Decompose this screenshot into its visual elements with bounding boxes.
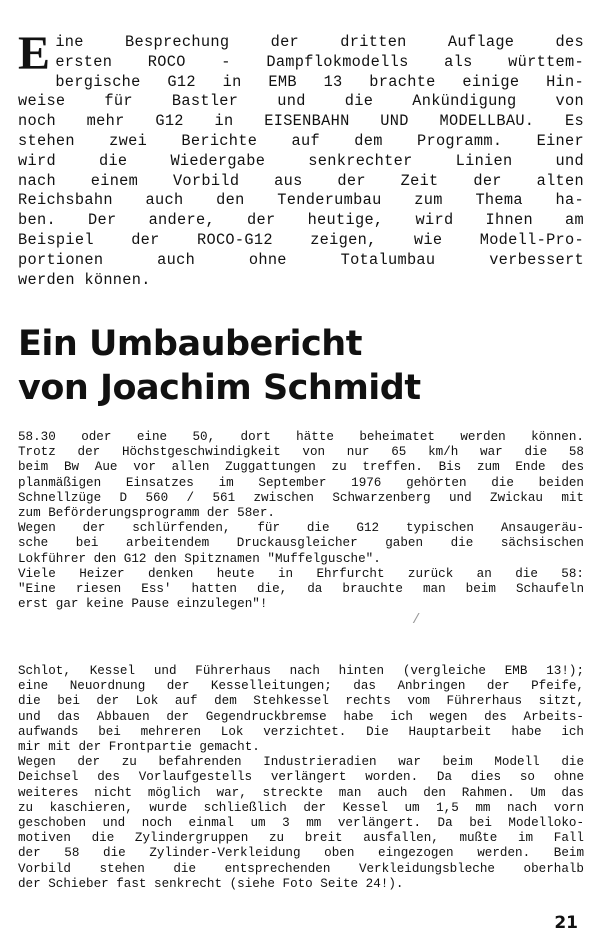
intro-line: bergische G12 in EMB 13 brachte einige Hin- — [55, 72, 584, 91]
text-line: eine Neuordnung der Kesselleitungen; das Anbringen der Pfeife, — [18, 679, 584, 694]
page-number: 21 — [554, 913, 578, 933]
text-line: Viele Heizer denken heute in Ehrfurcht zurück an die 58: — [18, 566, 584, 581]
text-line: Vorbild stehen die entsprechenden Verkleidungsbleche oberhalb — [18, 861, 584, 876]
intro-line: werden können. — [18, 270, 151, 289]
text-line: Trotz der Höchstgeschwindigkeit von nur 65 km/h war die 58 — [18, 445, 584, 460]
text-line: sche bei arbeitendem Druckausgleicher gaben die sächsischen — [18, 536, 584, 551]
text-line: Deichsel des Vorlaufgestells verlängert worden. Da dies so ohne — [18, 770, 584, 785]
text-line: beim Bw Aue vor allen Zuggattungen zu treffen. Bis zum Ende des — [18, 460, 584, 475]
text-line: aufwands bei mehreren Lok verzichtet. Die Hauptarbeit habe ich — [18, 724, 584, 739]
text-line: 58.30 oder eine 50, dort hätte beheimatet werden können. — [18, 430, 584, 444]
intro-line: nach einem Vorbild aus der Zeit der alten — [18, 171, 584, 190]
text-line: der 58 die Zylinder-Verkleidung oben eingezogen werden. Beim — [18, 846, 584, 861]
text-line: Wegen der zu befahrenden Industrieradien war beim Modell die — [18, 755, 584, 770]
article-headline — [18, 322, 578, 410]
text-line: Wegen der schlürfenden, für die G12 typischen Ansaugeräu- — [18, 521, 584, 536]
text-line: weiteres nicht möglich war, streckte man auch den Rahmen. Um das — [18, 785, 584, 800]
intro-line: Beispiel der ROCO-G12 zeigen, wie Modell-Pro- — [18, 230, 584, 249]
text-line: und das Abbauen der Gegendruckbremse habe ich wegen des Arbeits- — [18, 709, 584, 724]
stray-mark: / — [412, 612, 421, 628]
headline-line-2: von Joachim Schmidt — [18, 368, 421, 408]
intro-line: stehen zwei Berichte auf dem Programm. Einer — [18, 131, 584, 150]
intro-line: ersten ROCO - Dampflokmodells als württem- — [55, 52, 584, 71]
text-line: motiven die Zylindergruppen zu breit ausfallen, mußte im Fall — [18, 831, 584, 846]
headline-line-1: Ein Umbaubericht — [18, 324, 362, 364]
intro-line: weise für Bastler und die Ankündigung von — [18, 92, 584, 111]
intro-line: portionen auch ohne Totalumbau verbessert — [18, 250, 584, 269]
drop-cap: E — [18, 27, 51, 80]
text-line: Schlot, Kessel und Führerhaus nach hinten (vergleiche EMB 13!); — [18, 664, 584, 678]
text-line: zum Beförderungsprogramm der 58er. — [18, 506, 275, 521]
intro-line: wird die Wiedergabe senkrechter Linien und — [18, 151, 584, 170]
text-line: geschoben und noch einmal um 3 mm verlängert. Da bei Modelloko- — [18, 816, 584, 831]
text-line: "Eine riesen Ess' hatten die, da brauchte man beim Schaufeln — [18, 582, 584, 597]
text-line: die bei der Lok auf dem Stehkessel rechts vom Führerhaus sitzt, — [18, 694, 584, 709]
text-line: mir mit der Frontpartie gemacht. — [18, 740, 260, 755]
intro-line: Reichsbahn auch den Tenderumbau zum Thema ha- — [18, 191, 584, 210]
intro-line: noch mehr G12 in EISENBAHN UND MODELLBAU. Es — [18, 112, 584, 131]
body-text-block-2 — [18, 664, 584, 892]
text-line: Lokführer den G12 den Spitznamen "Muffelgusche". — [18, 551, 381, 566]
intro-paragraph — [18, 27, 584, 290]
text-line: erst gar keine Pause einzulegen"! — [18, 597, 268, 612]
body-text-block-1 — [18, 430, 584, 612]
intro-line: ine Besprechung der dritten Auflage des — [55, 33, 584, 51]
intro-line: ben. Der andere, der heutige, wird Ihnen am — [18, 211, 584, 230]
text-line: der Schieber fast senkrecht (siehe Foto Seite 24!). — [18, 876, 404, 891]
text-line: planmäßigen Einsatzes im September 1976 gehörten die beiden — [18, 475, 584, 490]
text-line: zu kaschieren, wurde schließlich der Kessel um 1,5 mm nach vorn — [18, 800, 584, 815]
text-line: Schnellzüge D 560 / 561 zwischen Schwarzenberg und Zwickau mit — [18, 490, 584, 505]
